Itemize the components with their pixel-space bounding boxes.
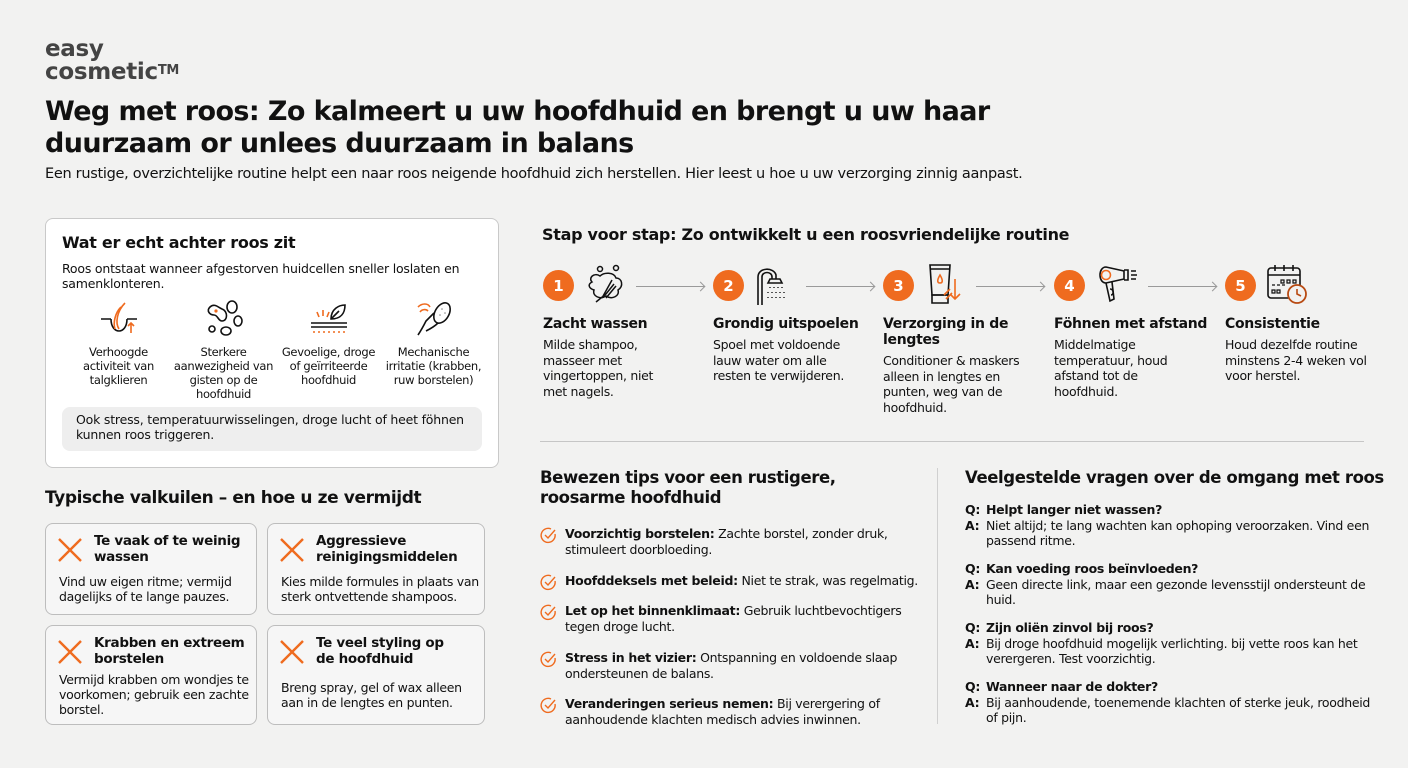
step-number: 5 [1225, 270, 1256, 301]
faq-item: Q: Helpt langer niet wassen? A: Niet altijd; te lang wachten kan ophoping veroorzaken. Vind een passend ritme. [965, 502, 1370, 548]
causes-title: Wat er echt achter roos zit [62, 233, 296, 252]
x-icon [56, 536, 84, 564]
cause-item: Mechanische irritatie (krabben, ruw borstelen) [381, 299, 486, 401]
step-number: 1 [543, 270, 574, 301]
faq-item: Q: Zijn oliën zinvol bij roos? A: Bij droge hoofdhuid mogelijk verlichting. bij vette roos kan het verergeren. Test voorzichtig. [965, 620, 1358, 666]
tip-item: Voorzichtig borstelen: Zachte borstel, zonder druk, stimuleert doorbloeding. [540, 526, 930, 558]
causes-list [66, 299, 486, 401]
x-icon [56, 638, 84, 666]
step-number: 4 [1054, 270, 1085, 301]
pitfall-card: Krabben en extreem borstelen Vermijd krabben om wondjes te voorkomen; gebruik een zachte borstel. [45, 625, 257, 725]
check-circle-icon [540, 527, 557, 544]
check-circle-icon [540, 604, 557, 621]
shower-icon [754, 263, 794, 305]
cause-item: Sterkere aanwezigheid van gisten op de hoofdhuid [171, 299, 276, 401]
step-arrow [806, 286, 874, 287]
step-arrow [636, 286, 704, 287]
pitfall-card: Te vaak of te weinig wassen Vind uw eigen ritme; vermijd dagelijks of te lange pauzes. [45, 523, 257, 615]
conditioner-tube-icon [928, 263, 964, 305]
tip-item: Veranderingen serieus nemen: Bij verergering of aanhoudende klachten medisch advies inwinnen. [540, 696, 930, 728]
triggers-note: Ook stress, temperatuurwisselingen, droge lucht of heet föhnen kunnen roos triggeren. [62, 407, 482, 451]
step-number: 3 [883, 270, 914, 301]
check-circle-icon [540, 697, 557, 714]
tips-title: Bewezen tips voor een rustigere, roosarme hoofdhuid [540, 468, 836, 507]
pitfall-card: Te veel styling op de hoofdhuid Breng spray, gel of wax alleen aan in de lengtes en punten. [267, 625, 485, 725]
cause-item: Verhoogde activiteit van talgklieren [66, 299, 171, 401]
irritated-skin-leaf-icon [307, 299, 351, 339]
tip-item: Hoofddeksels met beleid: Niet te strak, was regelmatig. [540, 573, 930, 589]
page-subtitle: Een rustige, overzichtelijke routine helpt een naar roos neigende hoofdhuid zich herstellen. Hier leest u hoe u uw verzorging zinnig aanpast. [45, 166, 1023, 182]
calendar-clock-icon [1266, 264, 1310, 306]
brand-logo [45, 38, 179, 84]
tip-item: Stress in het vizier: Ontspanning en voldoende slaap ondersteunen de balans. [540, 650, 930, 682]
trademark: TM [157, 63, 180, 78]
x-icon [278, 536, 306, 564]
hand-brush-icon [412, 299, 456, 339]
pitfalls-title: Typische valkuilen – en hoe u ze vermijdt [45, 488, 422, 508]
x-icon [278, 638, 306, 666]
step-number: 2 [713, 270, 744, 301]
causes-card [45, 218, 499, 468]
check-circle-icon [540, 574, 557, 591]
tip-item: Let op het binnenklimaat: Gebruik luchtbevochtigers tegen droge lucht. [540, 603, 930, 635]
hair-follicle-icon [97, 299, 141, 339]
step-arrow [1148, 286, 1216, 287]
yeast-cells-icon [202, 299, 246, 339]
faq-item: Q: Wanneer naar de dokter? A: Bij aanhoudende, toenemende klachten of sterke jeuk, roodheid of pijn. [965, 679, 1371, 725]
faq-item: Q: Kan voeding roos beïnvloeden? A: Geen directe link, maar een gezonde levensstijl ondersteunt de huid. [965, 561, 1366, 607]
pitfall-card: Aggressieve reinigingsmiddelen Kies milde formules in plaats van sterk ontvettende shampoos. [267, 523, 485, 615]
page-title: Weg met roos: Zo kalmeert u uw hoofdhuid en brengt u uw haar duurzaam or unlees duurzaam in balans [45, 96, 990, 159]
washing-hands-icon [586, 264, 626, 306]
column-divider [937, 468, 938, 724]
cause-item: Gevoelige, droge of geïrriteerde hoofdhuid [276, 299, 381, 401]
faq-title: Veelgestelde vragen over de omgang met roos [965, 468, 1384, 487]
section-divider [540, 441, 1364, 442]
step-arrow [976, 286, 1044, 287]
hair-dryer-icon [1096, 265, 1142, 305]
steps-title: Stap voor stap: Zo ontwikkelt u een roosvriendelijke routine [542, 225, 1070, 244]
brand-line2: cosmetic [45, 59, 158, 85]
brand-line1: easy [45, 36, 104, 62]
causes-intro: Roos ontstaat wanneer afgestorven huidcellen sneller loslaten en samenklonteren. [62, 261, 460, 291]
check-circle-icon [540, 651, 557, 668]
